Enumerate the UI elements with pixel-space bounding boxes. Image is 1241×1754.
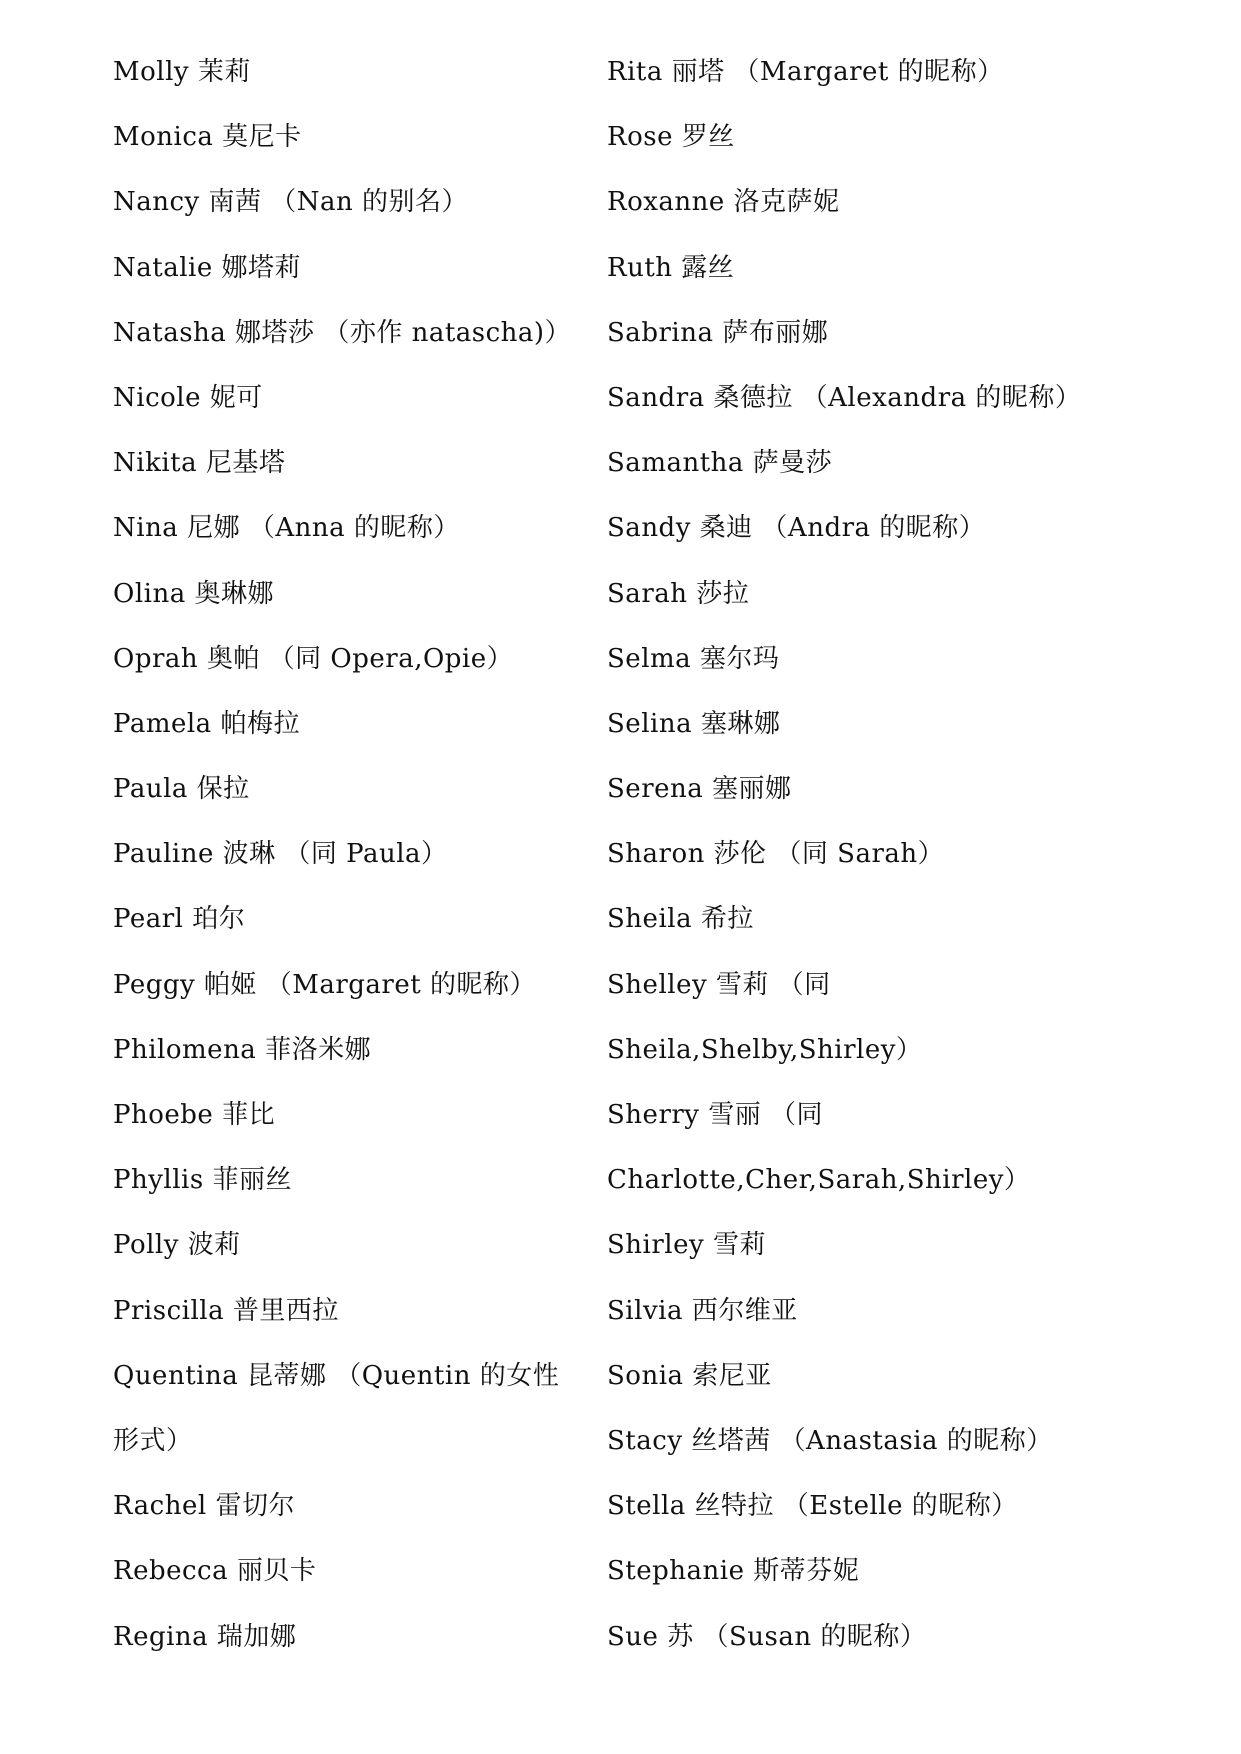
name-entry: Nancy 南茜 （Nan 的别名） — [113, 187, 469, 218]
name-entry: Natalie 娜塔莉 — [113, 252, 301, 283]
name-entry: Shirley 雪莉 — [607, 1230, 766, 1261]
name-entry: Roxanne 洛克萨妮 — [607, 187, 840, 218]
name-entry: Stacy 丝塔茜 （Anastasia 的昵称） — [607, 1425, 1053, 1456]
name-entry: Phoebe 菲比 — [113, 1100, 276, 1130]
name-entry: Pearl 珀尔 — [113, 904, 246, 935]
name-entry: Polly 波莉 — [113, 1230, 241, 1261]
name-entry: Nikita 尼基塔 — [113, 448, 286, 479]
name-entry: Nicole 妮可 — [113, 382, 263, 413]
name-entry: Regina 瑞加娜 — [113, 1621, 297, 1652]
name-entry: Ruth 露丝 — [607, 252, 735, 283]
name-entry: Sherry 雪丽 （同 — [607, 1100, 824, 1130]
name-entry: Shelley 雪莉 （同 — [607, 969, 831, 1000]
name-entry: Charlotte,Cher,Sarah,Shirley） — [607, 1165, 1031, 1196]
name-entry: Stella 丝特拉 （Estelle 的昵称） — [607, 1491, 1018, 1522]
left-name-column — [113, 57, 572, 1687]
name-entry: Rose 罗丝 — [607, 122, 735, 153]
name-entry: Natasha 娜塔莎 （亦作 natascha)） — [113, 317, 572, 348]
name-entry: Stephanie 斯蒂芬妮 — [607, 1556, 860, 1587]
name-entry: Sandy 桑迪 （Andra 的昵称） — [607, 513, 986, 544]
name-entry: Sonia 索尼亚 — [607, 1360, 772, 1391]
name-entry: Rita 丽塔 （Margaret 的昵称） — [607, 57, 1004, 87]
name-entry: Sue 苏 （Susan 的昵称） — [607, 1621, 927, 1652]
name-entry: Serena 塞丽娜 — [607, 774, 792, 805]
name-entry: Olina 奥琳娜 — [113, 578, 274, 609]
right-name-column — [607, 57, 1167, 1687]
name-entry: Sabrina 萨布丽娜 — [607, 317, 829, 348]
name-entry: Sheila 希拉 — [607, 904, 754, 935]
name-entry: Phyllis 菲丽丝 — [113, 1165, 292, 1196]
name-entry: Priscilla 普里西拉 — [113, 1295, 339, 1326]
name-entry: Pamela 帕梅拉 — [113, 708, 300, 739]
name-entry: Sharon 莎伦 （同 Sarah） — [607, 839, 945, 870]
name-entry: Sheila,Shelby,Shirley） — [607, 1034, 923, 1065]
name-entry: Selma 塞尔玛 — [607, 643, 780, 674]
name-entry: Oprah 奥帕 （同 Opera,Opie） — [113, 643, 514, 674]
name-entry: Rachel 雷切尔 — [113, 1491, 295, 1522]
name-entry: Paula 保拉 — [113, 774, 250, 805]
name-entry: Philomena 菲洛米娜 — [113, 1034, 372, 1065]
name-entry: Rebecca 丽贝卡 — [113, 1556, 317, 1587]
name-entry: Nina 尼娜 （Anna 的昵称） — [113, 513, 460, 544]
name-entry: 形式） — [113, 1425, 193, 1456]
name-entry: Selina 塞琳娜 — [607, 708, 781, 739]
name-entry: Quentina 昆蒂娜 （Quentin 的女性 — [113, 1360, 560, 1391]
name-entry: Pauline 波琳 （同 Paula） — [113, 839, 448, 870]
name-entry: Silvia 西尔维亚 — [607, 1295, 798, 1326]
name-entry: Samantha 萨曼莎 — [607, 448, 833, 479]
name-entry: Sarah 莎拉 — [607, 578, 750, 609]
name-entry: Peggy 帕姬 （Margaret 的昵称） — [113, 969, 536, 1000]
name-entry: Sandra 桑德拉 （Alexandra 的昵称） — [607, 382, 1082, 413]
name-entry: Monica 莫尼卡 — [113, 122, 302, 153]
name-entry: Molly 茉莉 — [113, 57, 251, 87]
